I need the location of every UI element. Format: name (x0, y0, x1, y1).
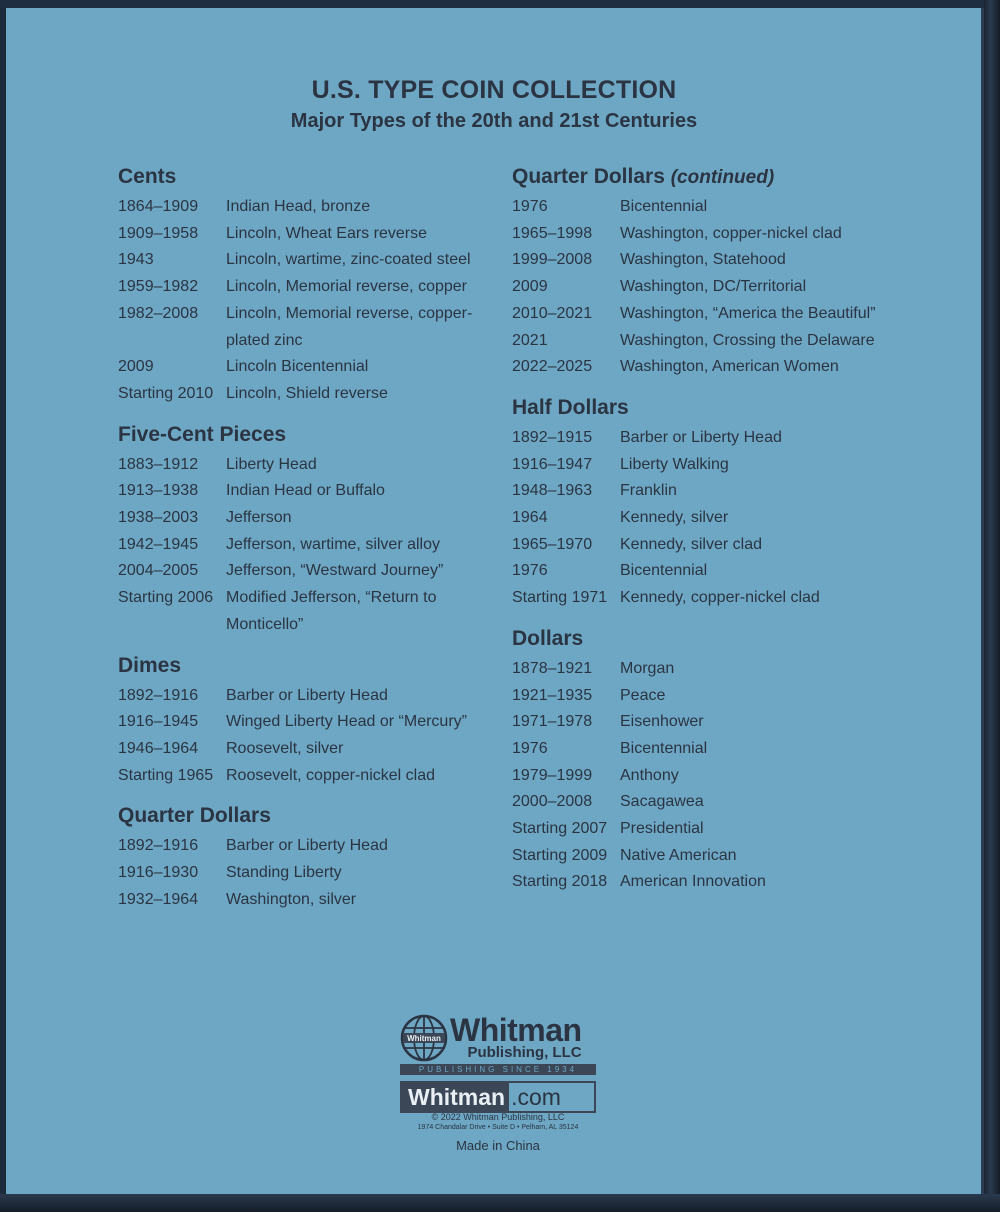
coin-type-row (512, 505, 912, 532)
coin-type-row (512, 247, 912, 274)
coin-type-row (512, 789, 912, 816)
coin-type: Washington, American Women (620, 358, 839, 376)
coin-type-row (512, 816, 912, 843)
section-title (118, 799, 518, 833)
years: 2000–2008 (512, 793, 593, 811)
coin-type-row (512, 585, 912, 612)
years: 1916–1930 (118, 864, 199, 882)
coin-type-row (512, 736, 912, 763)
coin-type: Barber or Liberty Head (226, 686, 388, 704)
years: 1965–1998 (512, 224, 593, 242)
coin-type: Barber or Liberty Head (620, 428, 782, 446)
coin-type: Sacagawea (620, 793, 704, 811)
coin-type-row (512, 452, 912, 479)
coin-type-row (512, 709, 912, 736)
years: 1909–1958 (118, 224, 199, 242)
coin-type: Standing Liberty (226, 864, 342, 882)
coin-type: Washington, Statehood (620, 251, 786, 269)
years: 1883–1912 (118, 455, 199, 473)
coin-type-row (118, 505, 518, 532)
years: 2010–2021 (512, 304, 593, 322)
years: 1938–2003 (118, 509, 199, 527)
years: 1913–1938 (118, 482, 199, 500)
coin-type-row (118, 247, 518, 274)
copyright-text: © 2022 Whitman Publishing, LLC (431, 1112, 565, 1122)
years: 2009 (118, 358, 154, 376)
address-text: 1974 Chandalar Drive • Suite D • Pelham, AL 35124 (417, 1124, 579, 1131)
coin-type: Lincoln Bicentennial (226, 358, 369, 376)
website-logo (400, 1081, 596, 1113)
section-title (118, 649, 518, 683)
coin-type: Washington, copper-nickel clad (620, 224, 842, 242)
coin-type: Roosevelt, copper-nickel clad (226, 766, 435, 784)
coin-type: Eisenhower (620, 713, 704, 731)
coin-type: Indian Head, bronze (226, 198, 371, 215)
years: 1864–1909 (118, 198, 199, 215)
coin-type-row (118, 709, 518, 736)
coin-type: Native American (620, 846, 737, 864)
section-title-text: Dollars (512, 626, 584, 650)
coin-type-row (118, 194, 518, 221)
years: 1965–1970 (512, 535, 593, 553)
coin-type: Barber or Liberty Head (226, 837, 388, 855)
coin-type-row (118, 221, 518, 248)
years: 1942–1945 (118, 535, 199, 553)
coin-type-row (118, 736, 518, 763)
coin-type-row (512, 532, 912, 559)
section-title-text: Half Dollars (512, 395, 629, 419)
years: Starting 1965 (118, 766, 214, 784)
years: 1948–1963 (512, 482, 593, 500)
brand-name: Whitman (450, 1012, 582, 1048)
section-five-cent-pieces (118, 418, 518, 639)
years: 1892–1916 (118, 837, 199, 855)
coin-type: Presidential (620, 820, 704, 838)
coin-type-row (118, 860, 518, 887)
coin-type-row (512, 558, 912, 585)
coin-type-row (512, 274, 912, 301)
website-bold: Whitman (402, 1083, 509, 1111)
years: 1979–1999 (512, 766, 593, 784)
coin-type-row (118, 558, 518, 585)
coin-type: Washington, DC/Territorial (620, 278, 807, 296)
years: 1932–1964 (118, 890, 199, 908)
section-title-text: Quarter Dollars (512, 165, 665, 188)
years: 2009 (512, 278, 548, 296)
coin-type: Washington, Crossing the Delaware (620, 331, 875, 349)
coin-type-row (512, 478, 912, 505)
years: 1892–1916 (118, 686, 199, 704)
coin-type-row (512, 328, 912, 355)
years: Starting 2007 (512, 820, 608, 838)
years: 1976 (512, 198, 548, 215)
years: 2022–2025 (512, 358, 593, 376)
coin-type: Franklin (620, 482, 677, 500)
coin-type: Lincoln, Memorial reverse, copper (226, 278, 467, 296)
coin-type-row (512, 221, 912, 248)
coin-type-row (118, 274, 518, 301)
years: 1878–1921 (512, 659, 593, 677)
right-column (512, 160, 912, 906)
page-subtitle: Major Types of the 20th and 21st Centuries (290, 110, 698, 132)
years: Starting 2010 (118, 384, 214, 402)
years: 1964 (512, 509, 548, 527)
section-title (512, 160, 912, 194)
years: 1971–1978 (512, 713, 593, 731)
coin-type-row (512, 683, 912, 710)
page-title: U.S. TYPE COIN COLLECTION (311, 76, 677, 104)
years: 1892–1915 (512, 428, 593, 446)
years: 1982–2008 (118, 304, 199, 322)
coin-type: Jefferson (226, 509, 292, 527)
coin-type-row (512, 354, 912, 381)
coin-type: Washington, “America the Beautiful” (620, 304, 876, 322)
coin-type-row (512, 194, 912, 221)
section-title-text: Five-Cent Pieces (118, 422, 287, 446)
section-title-text: Quarter Dollars (118, 804, 271, 828)
section-half-dollars (512, 391, 912, 612)
coin-type: Peace (620, 686, 666, 704)
coin-type-row (512, 869, 912, 896)
globe-icon (400, 1014, 448, 1062)
coin-type-row (512, 843, 912, 870)
years: 1916–1947 (512, 455, 593, 473)
coin-type-row (118, 478, 518, 505)
coin-type-row (118, 833, 518, 860)
section-title-text: Dimes (118, 653, 182, 677)
section-title (118, 418, 518, 452)
coin-type: Bicentennial (620, 739, 708, 757)
coin-type: Jefferson, “Westward Journey” (226, 562, 444, 580)
coin-type-row (512, 763, 912, 790)
years: 1946–1964 (118, 739, 199, 757)
made-in-text: Made in China (456, 1138, 540, 1153)
section-title (512, 391, 912, 425)
coin-type-row (512, 656, 912, 683)
coin-type: Roosevelt, silver (226, 739, 344, 757)
coin-type-row (118, 683, 518, 710)
years: 2004–2005 (118, 562, 199, 580)
years: 1976 (512, 562, 548, 580)
years: 1916–1945 (118, 713, 199, 731)
coin-type: Anthony (620, 766, 679, 784)
coin-type: Bicentennial (620, 198, 708, 215)
coin-type: Liberty Walking (620, 455, 729, 473)
section-title-text: Cents (118, 165, 177, 188)
coin-type: Winged Liberty Head or “Mercury” (226, 713, 467, 731)
coin-type: Lincoln, Wheat Ears reverse (226, 224, 427, 242)
coin-type: Bicentennial (620, 562, 708, 580)
coin-type-row (118, 532, 518, 559)
coin-type-row (118, 301, 518, 354)
section-dimes (118, 649, 518, 790)
coin-type: Indian Head or Buffalo (226, 482, 385, 500)
section-title (118, 160, 518, 194)
binder-frame-bottom (0, 1194, 1000, 1212)
globe-label: Whitman (407, 1034, 441, 1043)
binder-frame-top (0, 0, 1000, 8)
coin-type: Kennedy, silver clad (620, 535, 762, 553)
coin-type-row (512, 301, 912, 328)
coin-type-row (118, 887, 518, 914)
coin-type: Morgan (620, 659, 675, 677)
binder-frame-right (984, 0, 1000, 1212)
coin-type: Washington, silver (226, 890, 357, 908)
coin-type: Liberty Head (226, 455, 317, 473)
years: 1959–1982 (118, 278, 199, 296)
years: 1999–2008 (512, 251, 593, 269)
years: Starting 2018 (512, 873, 608, 891)
years: Starting 1971 (512, 589, 608, 607)
coin-type-row (118, 452, 518, 479)
years: 2021 (512, 331, 548, 349)
years: 1943 (118, 251, 154, 269)
brand-subtitle: Publishing, LLC (467, 1044, 582, 1061)
coin-type: Jefferson, wartime, silver alloy (226, 535, 440, 553)
coin-type: Kennedy, silver (620, 509, 729, 527)
section-title-suffix: (continued) (670, 167, 775, 188)
years: Starting 2006 (118, 589, 214, 607)
years: 1921–1935 (512, 686, 593, 704)
coin-type-row (118, 763, 518, 790)
section-title (512, 622, 912, 656)
coin-type-row (118, 354, 518, 381)
coin-type: Lincoln, wartime, zinc-coated steel (226, 251, 471, 269)
coin-type: American Innovation (620, 873, 766, 891)
coin-type: Modified Jefferson, “Return to Monticello” (226, 589, 437, 633)
section-quarter-dollars (118, 799, 518, 913)
section-dollars (512, 622, 912, 896)
left-column (118, 160, 518, 923)
coin-type: Lincoln, Shield reverse (226, 384, 388, 402)
coin-type: Lincoln, Memorial reverse, copper-plated zinc (226, 304, 473, 349)
section-cents (118, 160, 518, 408)
publishing-since-bar: PUBLISHING SINCE 1934 (400, 1064, 596, 1075)
coin-type-row (118, 381, 518, 408)
years: 1976 (512, 739, 548, 757)
section-quarter-dollars (512, 160, 912, 381)
coin-type-row (512, 425, 912, 452)
years: Starting 2009 (512, 846, 608, 864)
website-suffix: .com (511, 1084, 561, 1110)
coin-type-row (118, 585, 518, 638)
coin-type: Kennedy, copper-nickel clad (620, 589, 820, 607)
whitman-logo (400, 1014, 596, 1113)
